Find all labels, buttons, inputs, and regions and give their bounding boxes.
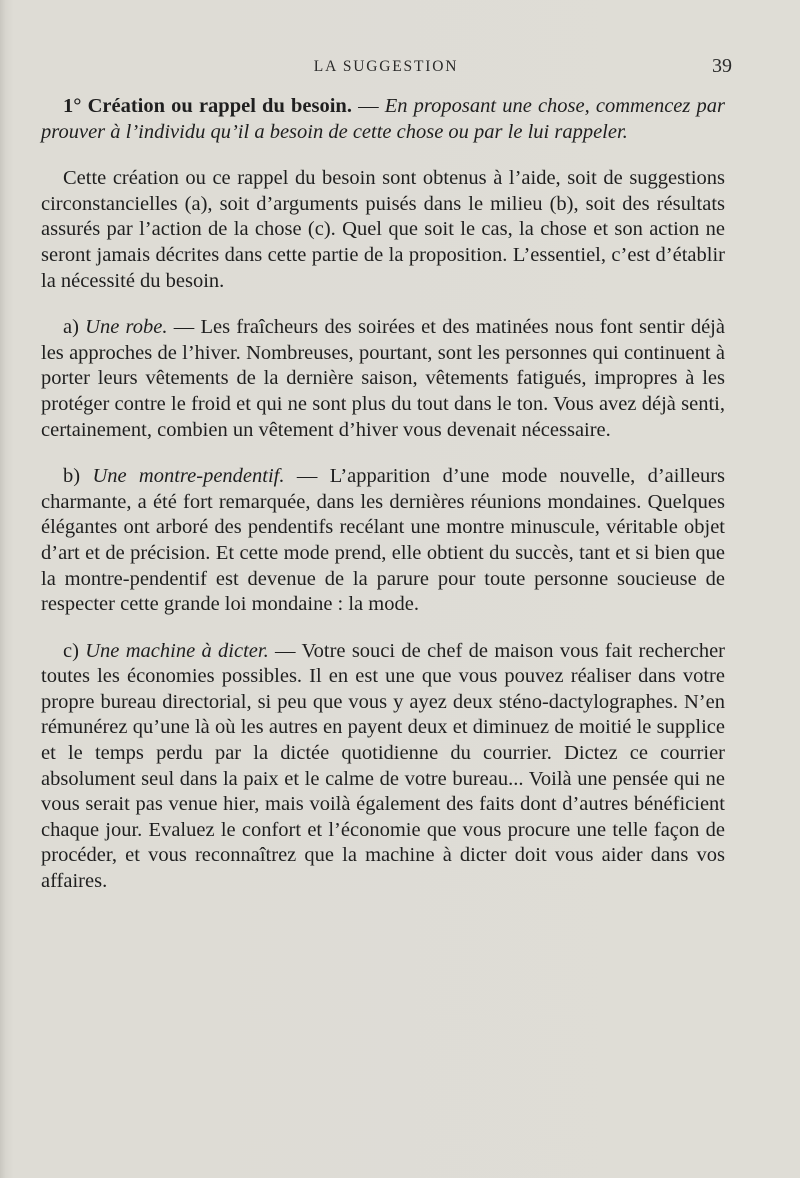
example-dash: —: [284, 465, 330, 488]
page-number: 39: [712, 55, 732, 77]
example-title: Une robe.: [85, 316, 168, 339]
example-marker: a): [63, 316, 86, 339]
example-marker: b): [63, 465, 93, 488]
example-text: L’apparition d’une mode nouvelle, d’ailleurs charmante, a été fort remarquée, dans les dernières réunions mondaines. Quelques élégantes ont arboré des pendentifs recélant une montre minuscule, véritable objet d’art et de précision. Et cette mode prend, elle obtient du succès, tant et si bien que la montre-pendentif est devenue de la parure pour toute personne soucieuse de respecter cette grande loi mondaine : la mode.: [41, 465, 726, 616]
example-text: Votre souci de chef de maison vous fait rechercher toutes les économies possibles. Il en est une que vous pouvez réaliser dans votre propre bureau directorial, si peu que vous y ayez deux sténo-dactylographes. N’en rémunérez qu’une là où les autres en payent deux et diminuez de moitié le supplice et le temps perdu par la dictée quotidienne du courrier. Dictez ce courrier absolument seul dans la paix et le calme de votre bureau... Voilà une pensée qui ne vous serait pas venue hier, mais voilà également des faits dont d’autres bénéficient chaque jour. Evaluez le confort et l’économie que vous procure une telle façon de procéder, et vous reconnaîtrez que la machine à dicter doit vous aider dans vos affaires.: [41, 639, 725, 893]
intro-paragraph: Cette création ou ce rappel du besoin sont obtenus à l’aide, soit de suggestions circonstancielles (a), soit d’arguments puisés dans le milieu (b), soit des résultats assurés par l’action de la chose (c). Quel que soit le cas, la chose et son action ne seront jamais décrites dans cette partie de la proposition. L’essentiel, c’est d’établir la nécessité du besoin.: [41, 167, 725, 292]
example-paragraph-c: [41, 639, 725, 895]
example-paragraph-b: [41, 464, 725, 618]
example-dash: —: [167, 316, 201, 339]
page-body: [41, 94, 725, 895]
example-title: Une montre-pendentif.: [92, 465, 285, 488]
example-dash: —: [268, 639, 302, 662]
example-marker: c): [63, 639, 86, 662]
section-lead-italic: En proposant une chose, commencez par prouver à l’individu qu’il a besoin de cette chose ou par le lui rappeler.: [41, 95, 725, 143]
section-heading: 1° Création ou rappel du besoin.: [63, 95, 352, 117]
section-dash: —: [351, 95, 385, 117]
page-header: [40, 55, 732, 82]
example-text: Les fraîcheurs des soirées et des matinées nous font sentir déjà les approches de l’hiver. Nombreuses, pourtant, sont les personnes qui continuent à porter leurs vêtements de la dernière saison, vêtements fatigués, impropres à les protéger contre le froid et qui ne sont plus du tout dans le ton. Vous avez déjà senti, certainement, combien un vêtement d’hiver vous devenait nécessaire.: [41, 316, 725, 441]
running-title: LA SUGGESTION: [313, 58, 459, 75]
example-title: Une machine à dicter.: [85, 639, 269, 662]
example-paragraph-a: [41, 315, 725, 443]
section-lead-paragraph: [41, 94, 725, 145]
